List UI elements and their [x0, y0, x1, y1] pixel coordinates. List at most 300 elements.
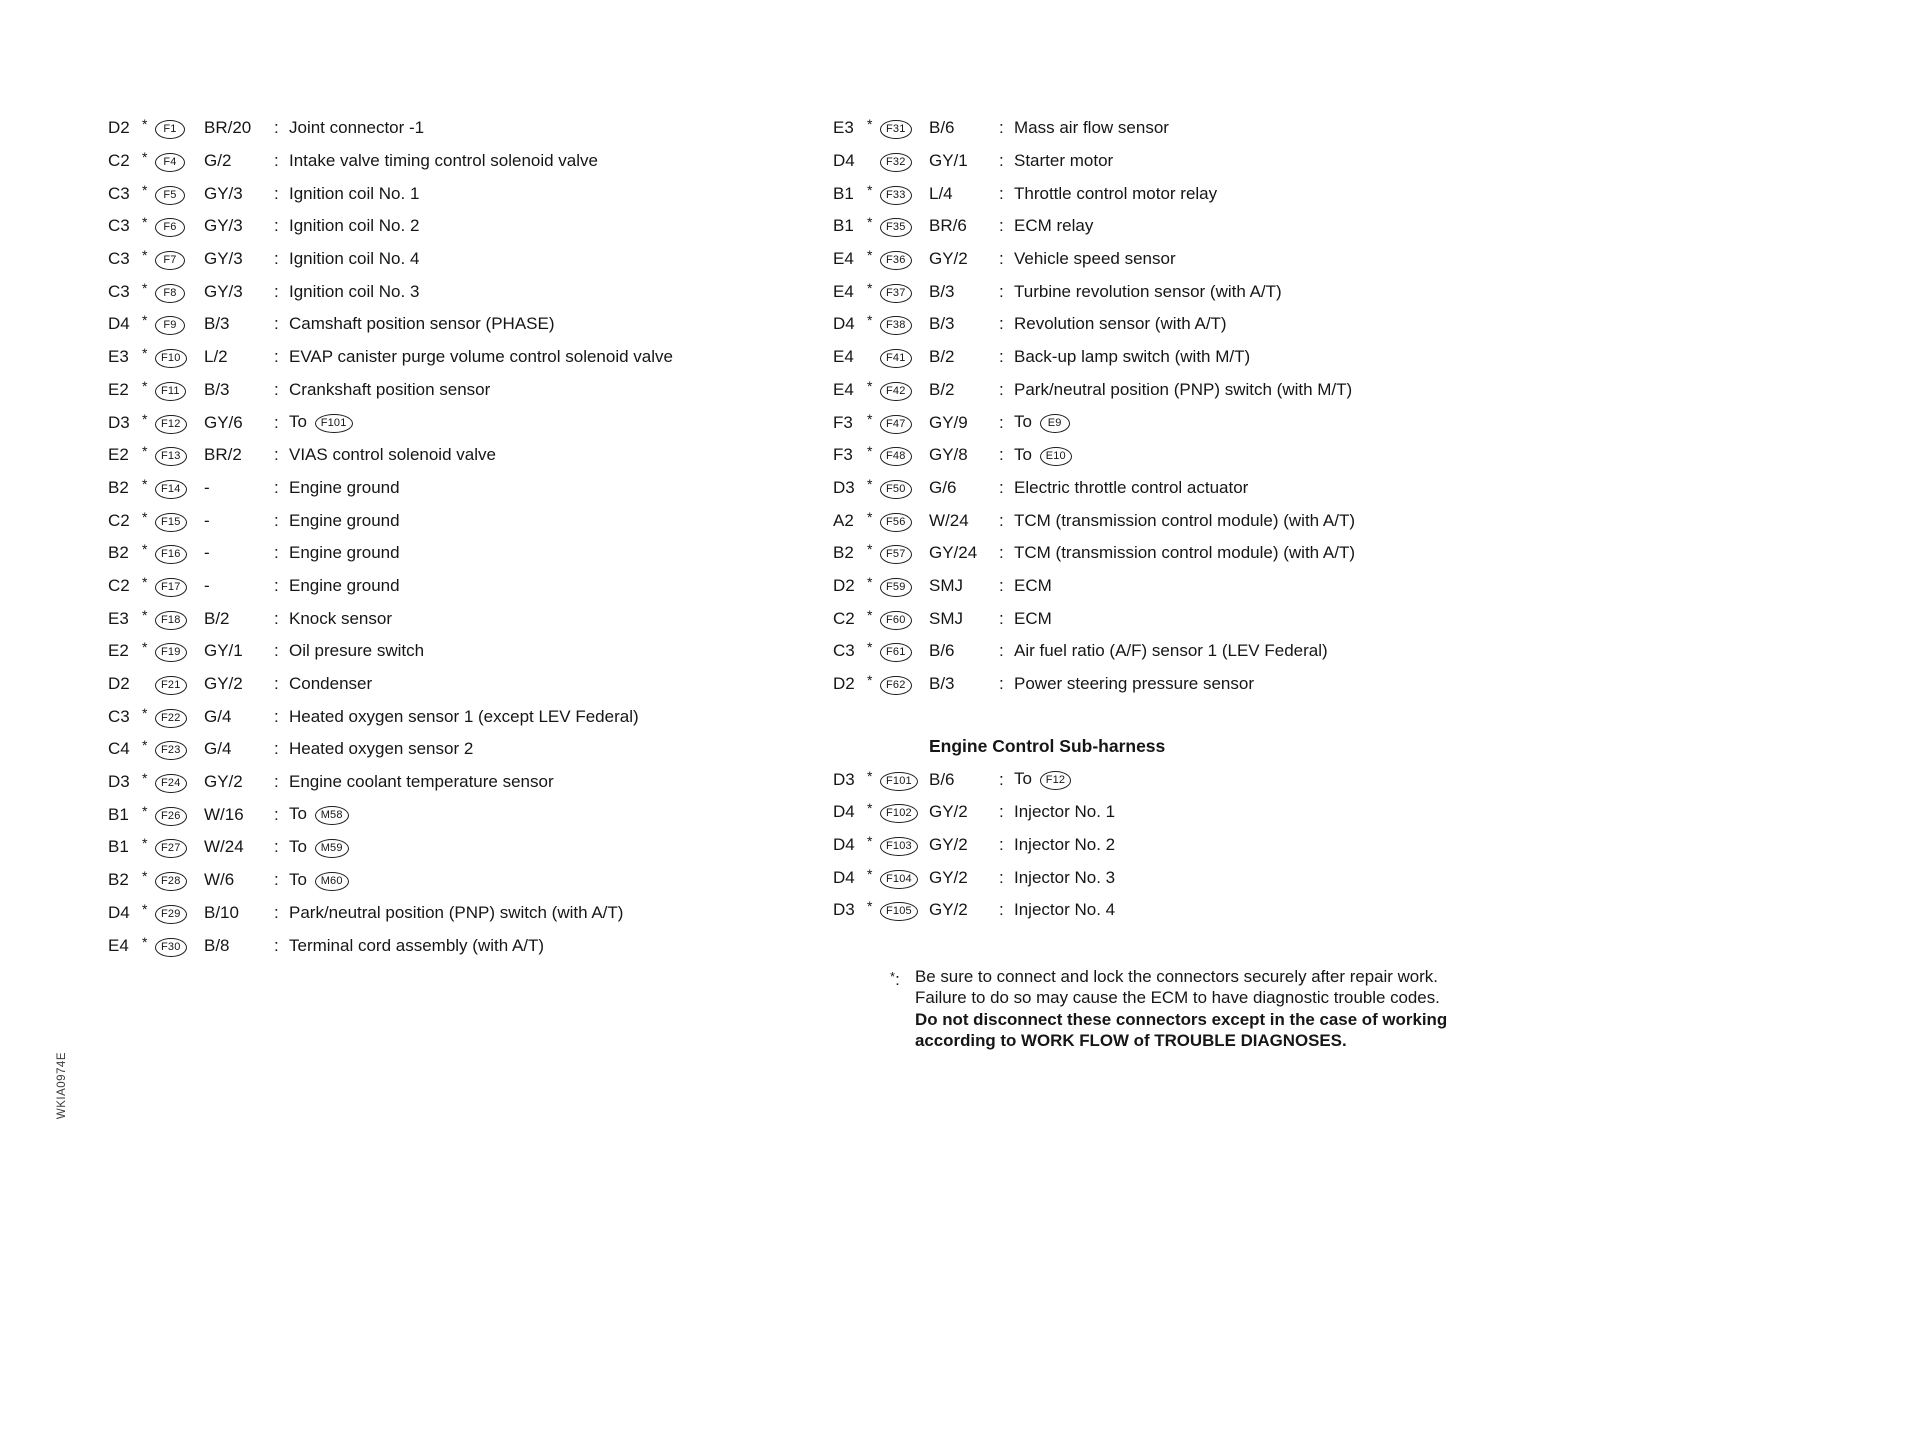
asterisk-mark: *: [867, 508, 873, 525]
connector-id: [155, 902, 204, 924]
connector-id-oval: F61: [880, 643, 912, 662]
grid-reference: D2: [833, 674, 855, 694]
grid-reference: D3: [833, 769, 855, 789]
grid-reference: B1: [833, 216, 854, 236]
grid-reference: B1: [833, 183, 854, 203]
connector-description: TCM (transmission control module) (with A/T): [1014, 510, 1356, 530]
grid-reference: D4: [108, 314, 130, 334]
connector-id: [155, 510, 204, 532]
wire-color-code: BR/6: [929, 216, 967, 236]
connector-description: Revolution sensor (with A/T): [1014, 314, 1227, 334]
wire-color-code: B/6: [929, 769, 955, 789]
grid-reference: E2: [108, 641, 129, 661]
ref-connector-oval: M59: [315, 839, 349, 858]
connector-id-oval: F29: [155, 905, 187, 924]
connector-id-oval: F103: [880, 837, 918, 856]
asterisk-mark: *: [142, 835, 148, 852]
connector-description: EVAP canister purge volume control solenoid valve: [289, 347, 673, 367]
connector-id-oval: F42: [880, 382, 912, 401]
connector-row: [108, 374, 828, 407]
connector-description: ECM: [1014, 608, 1052, 628]
connector-row: [108, 406, 828, 439]
connector-id: [155, 281, 204, 303]
colon-separator: :: [999, 445, 1004, 465]
connector-row: [108, 439, 828, 472]
connector-id: [880, 248, 929, 270]
footnote-line: according to WORK FLOW of TROUBLE DIAGNOSES.: [915, 1031, 1347, 1051]
connector-id-oval: F26: [155, 807, 187, 826]
connector-description: Park/neutral position (PNP) switch (with A/T): [289, 902, 624, 922]
colon-separator: :: [274, 706, 279, 726]
grid-reference: D3: [108, 772, 130, 792]
connector-id-oval: F28: [155, 872, 187, 891]
connector-row: [108, 733, 828, 766]
grid-reference: D2: [108, 674, 130, 694]
connector-row: [108, 537, 828, 570]
connector-id-oval: F32: [880, 153, 912, 172]
connector-id: [880, 215, 929, 237]
colon-separator: :: [274, 183, 279, 203]
colon-separator: :: [999, 249, 1004, 269]
connector-row: [108, 570, 828, 603]
colon-separator: :: [274, 118, 279, 138]
connector-id: [880, 608, 929, 630]
connector-row: [108, 700, 828, 733]
connector-id: [880, 510, 929, 532]
wire-color-code: W/16: [204, 804, 244, 824]
connector-description: Engine ground: [289, 477, 400, 497]
connector-row: [108, 472, 828, 505]
wire-color-code: B/3: [204, 379, 230, 399]
colon-separator: :: [999, 281, 1004, 301]
connector-row: [833, 861, 1633, 894]
connector-description: To E10: [1014, 445, 1633, 466]
connector-row: [108, 766, 828, 799]
connector-id-oval: F101: [880, 772, 918, 791]
wire-color-code: GY/2: [929, 835, 968, 855]
wire-color-code: G/6: [929, 477, 957, 497]
connector-id: [880, 867, 929, 889]
connector-id: [880, 834, 929, 856]
connector-row: [108, 635, 828, 668]
connector-row: [108, 210, 828, 243]
connector-description: Power steering pressure sensor: [1014, 674, 1255, 694]
ref-connector-oval: F12: [1040, 771, 1072, 790]
connector-id-oval: F41: [880, 349, 912, 368]
grid-reference: B2: [833, 543, 854, 563]
wire-color-code: GY/9: [929, 412, 968, 432]
colon-separator: :: [274, 543, 279, 563]
connector-id: [155, 346, 204, 368]
connector-id-oval: F56: [880, 513, 912, 532]
connector-id-oval: F7: [155, 251, 185, 270]
colon-separator: :: [999, 216, 1004, 236]
connector-id-oval: F57: [880, 545, 912, 564]
grid-reference: B2: [108, 870, 129, 890]
asterisk-mark: *: [142, 377, 148, 394]
asterisk-mark: *: [142, 573, 148, 590]
colon-separator: :: [274, 477, 279, 497]
colon-separator: :: [274, 281, 279, 301]
connector-row: [833, 243, 1633, 276]
connector-id: [880, 444, 929, 466]
wire-color-code: W/6: [204, 870, 235, 890]
connector-row: [108, 112, 828, 145]
connector-id-oval: F27: [155, 839, 187, 858]
connector-id: [880, 477, 929, 499]
wire-color-code: B/10: [204, 902, 239, 922]
wire-color-code: GY/3: [204, 249, 243, 269]
wire-color-code: GY/2: [929, 249, 968, 269]
connector-description: Engine ground: [289, 510, 400, 530]
connector-id-oval: F59: [880, 578, 912, 597]
asterisk-mark: *: [867, 247, 873, 264]
connector-row: [833, 602, 1633, 635]
connector-id-oval: F23: [155, 741, 187, 760]
connector-id-oval: F6: [155, 218, 185, 237]
connector-id: [155, 836, 204, 858]
asterisk-mark: *: [142, 443, 148, 460]
colon-separator: :: [274, 674, 279, 694]
grid-reference: C2: [108, 575, 130, 595]
wire-color-code: B/6: [929, 118, 955, 138]
colon-separator: :: [274, 347, 279, 367]
connector-id: [880, 575, 929, 597]
asterisk-mark: *: [142, 868, 148, 885]
connector-id-oval: F14: [155, 480, 187, 499]
colon-separator: :: [999, 867, 1004, 887]
colon-separator: :: [274, 249, 279, 269]
connector-id-oval: F102: [880, 804, 918, 823]
connector-row: [108, 831, 828, 864]
colon-separator: :: [274, 608, 279, 628]
colon-separator: :: [274, 216, 279, 236]
connector-description: To F12: [1014, 769, 1633, 790]
grid-reference: E4: [833, 347, 854, 367]
grid-reference: C2: [833, 608, 855, 628]
connector-row: [833, 374, 1633, 407]
colon-separator: :: [999, 769, 1004, 789]
connector-description: Injector No. 2: [1014, 835, 1116, 855]
footnote-line: Failure to do so may cause the ECM to have diagnostic trouble codes.: [915, 988, 1440, 1008]
wire-color-code: GY/24: [929, 543, 978, 563]
grid-reference: C3: [108, 216, 130, 236]
grid-reference: D3: [108, 412, 130, 432]
connector-id: [880, 673, 929, 695]
colon-separator: :: [274, 575, 279, 595]
colon-separator: :: [999, 641, 1004, 661]
connector-row: [108, 864, 828, 897]
grid-reference: D3: [833, 900, 855, 920]
connector-id: [155, 150, 204, 172]
connector-id-oval: F4: [155, 153, 185, 172]
asterisk-mark: *: [142, 639, 148, 656]
connector-row: [108, 243, 828, 276]
wire-color-code: B/3: [929, 674, 955, 694]
connector-description: To E9: [1014, 412, 1633, 433]
connector-id: [155, 477, 204, 499]
connector-description: Oil presure switch: [289, 641, 425, 661]
asterisk-mark: *: [142, 508, 148, 525]
connector-row: [833, 406, 1633, 439]
wire-color-code: GY/2: [929, 900, 968, 920]
connector-description: To M58: [289, 804, 828, 825]
connector-id-oval: F48: [880, 447, 912, 466]
connector-row: [108, 668, 828, 701]
wire-color-code: -: [204, 543, 210, 563]
asterisk-mark: *: [867, 116, 873, 133]
grid-reference: D4: [833, 314, 855, 334]
connector-row: [833, 829, 1633, 862]
connector-id-oval: F50: [880, 480, 912, 499]
grid-reference: D4: [833, 151, 855, 171]
connector-row: [833, 668, 1633, 701]
grid-reference: C3: [108, 706, 130, 726]
asterisk-mark: *: [142, 606, 148, 623]
colon-separator: :: [274, 151, 279, 171]
connector-id-oval: F18: [155, 611, 187, 630]
asterisk-mark: *: [867, 767, 873, 784]
grid-reference: C4: [108, 739, 130, 759]
wire-color-code: B/3: [929, 314, 955, 334]
colon-separator: :: [274, 772, 279, 792]
asterisk-mark: *: [142, 541, 148, 558]
ref-connector-oval: M60: [315, 872, 349, 891]
asterisk-mark: *: [867, 865, 873, 882]
wire-color-code: B/8: [204, 935, 230, 955]
asterisk-mark: *: [142, 770, 148, 787]
colon-separator: :: [274, 314, 279, 334]
connector-id-oval: F16: [155, 545, 187, 564]
colon-separator: :: [999, 543, 1004, 563]
colon-separator: :: [999, 412, 1004, 432]
grid-reference: E4: [833, 379, 854, 399]
colon-separator: :: [999, 674, 1004, 694]
connector-row: [833, 112, 1633, 145]
connector-description: Intake valve timing control solenoid valve: [289, 151, 598, 171]
grid-reference: D4: [108, 902, 130, 922]
colon-separator: :: [999, 151, 1004, 171]
connector-id: [155, 869, 204, 891]
colon-separator: :: [999, 510, 1004, 530]
connector-id-oval: F47: [880, 415, 912, 434]
connector-description: Ignition coil No. 3: [289, 281, 420, 301]
connector-description: Engine coolant temperature sensor: [289, 772, 554, 792]
asterisk-mark: *: [867, 181, 873, 198]
footnote-line: Be sure to connect and lock the connectors securely after repair work.: [915, 966, 1438, 986]
grid-reference: D4: [833, 835, 855, 855]
wire-color-code: L/2: [204, 347, 228, 367]
wire-color-code: G/2: [204, 151, 232, 171]
connector-id: [880, 313, 929, 335]
connector-description: VIAS control solenoid valve: [289, 445, 496, 465]
grid-reference: C2: [108, 510, 130, 530]
wire-color-code: BR/2: [204, 445, 242, 465]
colon-separator: :: [274, 445, 279, 465]
grid-reference: B1: [108, 804, 129, 824]
grid-reference: E3: [108, 347, 129, 367]
asterisk-mark: *: [867, 279, 873, 296]
connector-id-oval: F36: [880, 251, 912, 270]
connector-description: Injector No. 1: [1014, 802, 1116, 822]
connector-id-oval: F35: [880, 218, 912, 237]
wire-color-code: G/4: [204, 739, 232, 759]
connector-id-oval: F11: [155, 382, 186, 401]
asterisk-mark: *: [890, 968, 896, 984]
asterisk-mark: *: [867, 606, 873, 623]
connector-id: [880, 801, 929, 823]
connector-description: Park/neutral position (PNP) switch (with M/T): [1014, 379, 1353, 399]
grid-reference: B2: [108, 477, 129, 497]
connector-description: Camshaft position sensor (PHASE): [289, 314, 555, 334]
asterisk-mark: *: [142, 704, 148, 721]
wire-color-code: W/24: [929, 510, 969, 530]
asterisk-mark: *: [867, 214, 873, 231]
connector-id: [155, 248, 204, 270]
connector-description: Air fuel ratio (A/F) sensor 1 (LEV Federal): [1014, 641, 1328, 661]
connector-row: [833, 763, 1633, 796]
ref-connector-oval: E9: [1040, 414, 1070, 433]
asterisk-mark: *: [142, 900, 148, 917]
grid-reference: B1: [108, 837, 129, 857]
colon-separator: :: [999, 835, 1004, 855]
connector-row: [108, 504, 828, 537]
grid-reference: E2: [108, 445, 129, 465]
grid-reference: C3: [833, 641, 855, 661]
wire-color-code: G/4: [204, 706, 232, 726]
colon-separator: :: [274, 379, 279, 399]
connector-list-left: [108, 112, 828, 962]
connector-row: [833, 472, 1633, 505]
connector-id: [155, 444, 204, 466]
connector-id-oval: F12: [155, 415, 187, 434]
connector-id-oval: F5: [155, 186, 185, 205]
wire-color-code: -: [204, 510, 210, 530]
right-column: [833, 112, 1633, 1051]
connector-description: Turbine revolution sensor (with A/T): [1014, 281, 1282, 301]
asterisk-mark: *: [867, 800, 873, 817]
connector-description: Starter motor: [1014, 151, 1114, 171]
wire-color-code: GY/8: [929, 445, 968, 465]
connector-id-oval: F104: [880, 870, 918, 889]
ref-connector-oval: F101: [315, 414, 353, 433]
wire-color-code: GY/1: [929, 151, 968, 171]
connector-id: [155, 379, 204, 401]
grid-reference: D2: [833, 575, 855, 595]
connector-row: [833, 275, 1633, 308]
connector-description: Electric throttle control actuator: [1014, 477, 1249, 497]
connector-id-oval: F9: [155, 316, 185, 335]
connector-id-oval: F33: [880, 186, 912, 205]
wire-color-code: GY/3: [204, 183, 243, 203]
connector-row: [833, 894, 1633, 927]
connector-row: [833, 439, 1633, 472]
grid-reference: D2: [108, 118, 130, 138]
colon-separator: :: [274, 641, 279, 661]
asterisk-mark: *: [142, 345, 148, 362]
connector-row: [108, 929, 828, 962]
connector-description: Heated oxygen sensor 1 (except LEV Federal): [289, 706, 639, 726]
colon-separator: :: [999, 802, 1004, 822]
grid-reference: C3: [108, 281, 130, 301]
connector-row: [108, 275, 828, 308]
wire-color-code: GY/3: [204, 216, 243, 236]
asterisk-mark: *: [867, 475, 873, 492]
wire-color-code: SMJ: [929, 575, 963, 595]
asterisk-mark: *: [867, 833, 873, 850]
watermark-code: WKIA0974E: [56, 1052, 68, 1120]
connector-id: [880, 769, 929, 791]
wire-color-code: GY/2: [204, 674, 243, 694]
connector-description: Back-up lamp switch (with M/T): [1014, 347, 1251, 367]
colon-separator: :: [274, 837, 279, 857]
colon-separator: :: [274, 935, 279, 955]
asterisk-mark: *: [142, 475, 148, 492]
connector-description: ECM: [1014, 575, 1052, 595]
asterisk-mark: *: [142, 410, 148, 427]
connector-id-oval: F31: [880, 120, 912, 139]
connector-id: [880, 379, 929, 401]
wire-color-code: BR/20: [204, 118, 252, 138]
connector-description: Terminal cord assembly (with A/T): [289, 935, 545, 955]
colon-separator: :: [999, 183, 1004, 203]
asterisk-mark: *: [142, 149, 148, 166]
grid-reference: E3: [833, 118, 854, 138]
connector-id: [155, 412, 204, 434]
colon-separator: :: [999, 379, 1004, 399]
asterisk-mark: *: [867, 312, 873, 329]
connector-row: [833, 308, 1633, 341]
connector-description: To M60: [289, 870, 828, 891]
connector-id-oval: F60: [880, 611, 912, 630]
connector-row: [833, 504, 1633, 537]
grid-reference: F3: [833, 445, 853, 465]
connector-description: Engine ground: [289, 543, 400, 563]
asterisk-mark: *: [867, 672, 873, 689]
asterisk-mark: *: [867, 573, 873, 590]
connector-row: [108, 602, 828, 635]
connector-id-oval: F21: [155, 676, 187, 695]
asterisk-mark: *: [142, 214, 148, 231]
connector-row: [833, 635, 1633, 668]
connector-id: [155, 935, 204, 957]
connector-list-right: [833, 112, 1633, 700]
connector-id: [880, 640, 929, 662]
connector-id: [155, 542, 204, 564]
ref-connector-oval: M58: [315, 806, 349, 825]
grid-reference: C3: [108, 249, 130, 269]
colon-separator: :: [274, 510, 279, 530]
asterisk-mark: *: [142, 312, 148, 329]
grid-reference: A2: [833, 510, 854, 530]
connector-id-oval: F10: [155, 349, 187, 368]
asterisk-mark: *: [867, 410, 873, 427]
connector-description: Ignition coil No. 4: [289, 249, 420, 269]
colon-separator: :: [274, 902, 279, 922]
connector-description: Condenser: [289, 674, 373, 694]
wire-color-code: B/3: [929, 281, 955, 301]
connector-id: [155, 313, 204, 335]
grid-reference: F3: [833, 412, 853, 432]
colon-separator: :: [999, 118, 1004, 138]
colon-separator: :: [999, 900, 1004, 920]
connector-row: [833, 537, 1633, 570]
asterisk-mark: *: [867, 377, 873, 394]
connector-id-oval: F62: [880, 676, 912, 695]
footnote-marker: *:: [890, 968, 900, 989]
connector-description: Knock sensor: [289, 608, 392, 628]
connector-description: Mass air flow sensor: [1014, 118, 1169, 138]
